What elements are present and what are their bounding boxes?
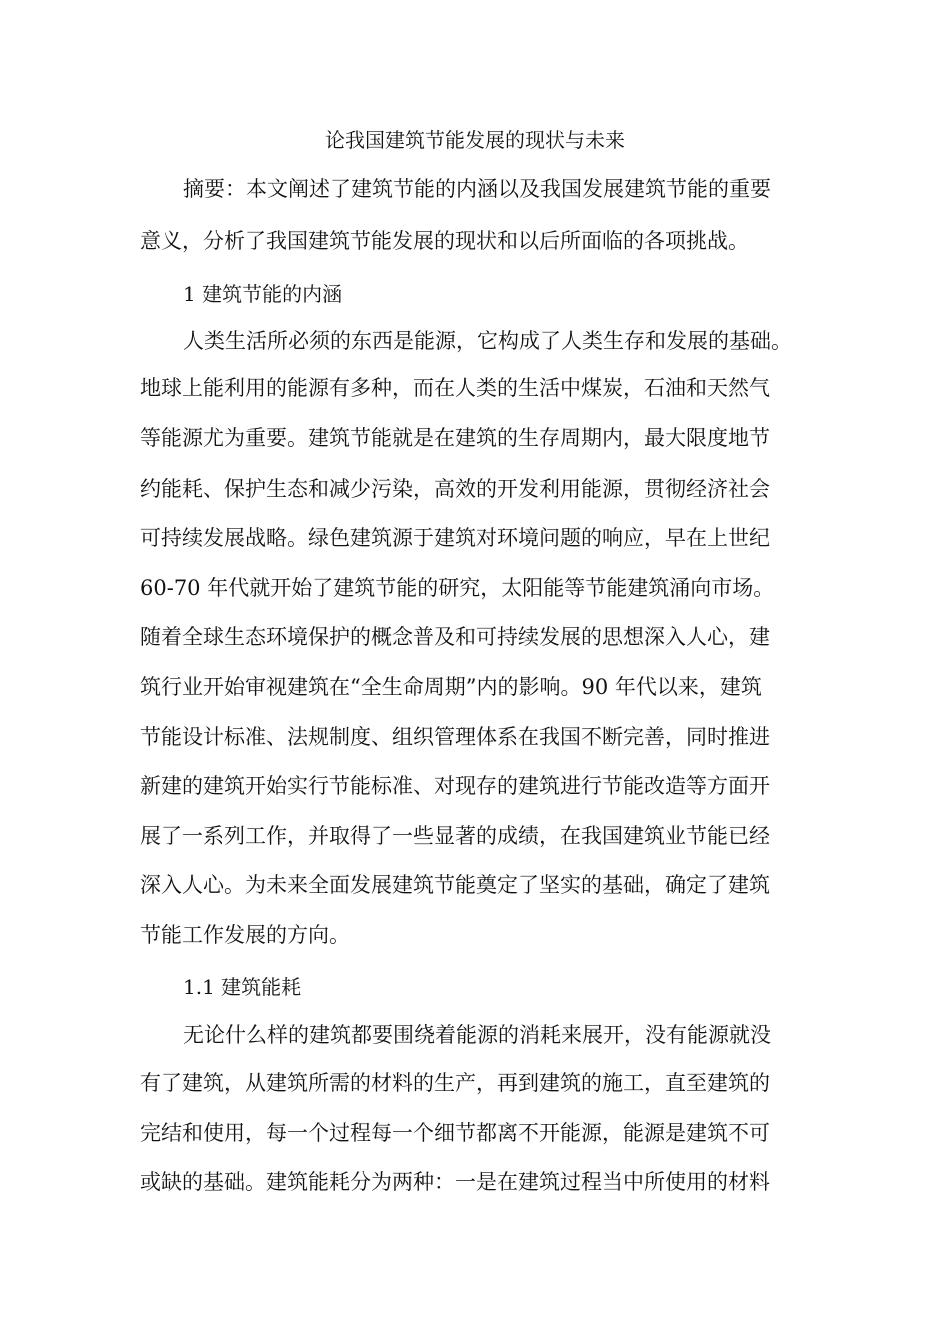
paragraph-line: 人类生活所必须的东西是能源，它构成了人类生存和发展的基础。 <box>183 329 792 353</box>
paragraph-line: 筑行业开始审视建筑在“全生命周期”内的影响。90 年代以来，建筑 <box>140 675 762 699</box>
paragraph-line: 有了建筑，从建筑所需的材料的生产，再到建筑的施工，直至建筑的 <box>140 1071 770 1095</box>
paragraph-line: 约能耗、保护生态和减少污染，高效的开发利用能源，贯彻经济社会 <box>140 477 770 501</box>
paragraph-line: 新建的建筑开始实行节能标准、对现存的建筑进行节能改造等方面开 <box>140 774 770 798</box>
subsection-heading: 1.1 建筑能耗 <box>183 975 302 999</box>
paragraph-line: 深入人心。为未来全面发展建筑节能奠定了坚实的基础，确定了建筑 <box>140 873 770 897</box>
abstract-line: 摘要：本文阐述了建筑节能的内涵以及我国发展建筑节能的重要 <box>183 177 771 201</box>
paragraph-line: 完结和使用，每一个过程每一个细节都离不开能源，能源是建筑不可 <box>140 1121 770 1145</box>
paragraph-line: 或缺的基础。建筑能耗分为两种：一是在建筑过程当中所使用的材料 <box>140 1170 770 1194</box>
paragraph-line: 节能工作发展的方向。 <box>140 923 350 947</box>
paragraph-line: 等能源尤为重要。建筑节能就是在建筑的生存周期内，最大限度地节 <box>140 426 770 450</box>
paragraph-line: 无论什么样的建筑都要围绕着能源的消耗来展开，没有能源就没 <box>183 1023 771 1047</box>
paragraph-line: 展了一系列工作，并取得了一些显著的成绩，在我国建筑业节能已经 <box>140 824 770 848</box>
paragraph-line: 随着全球生态环境保护的概念普及和可持续发展的思想深入人心，建 <box>140 625 770 649</box>
paragraph-line: 地球上能利用的能源有多种，而在人类的生活中煤炭，石油和天然气 <box>140 376 770 400</box>
paragraph-line: 可持续发展战略。绿色建筑源于建筑对环境问题的响应，早在上世纪 <box>140 526 770 550</box>
paragraph-line: 节能设计标准、法规制度、组织管理体系在我国不断完善，同时推进 <box>140 725 770 749</box>
paragraph-line: 60-70 年代就开始了建筑节能的研究，太阳能等节能建筑涌向市场。 <box>140 576 775 600</box>
document-title: 论我国建筑节能发展的现状与未来 <box>325 128 625 152</box>
abstract-line: 意义，分析了我国建筑节能发展的现状和以后所面临的各项挑战。 <box>140 229 749 253</box>
section-heading: 1 建筑节能的内涵 <box>183 282 343 306</box>
